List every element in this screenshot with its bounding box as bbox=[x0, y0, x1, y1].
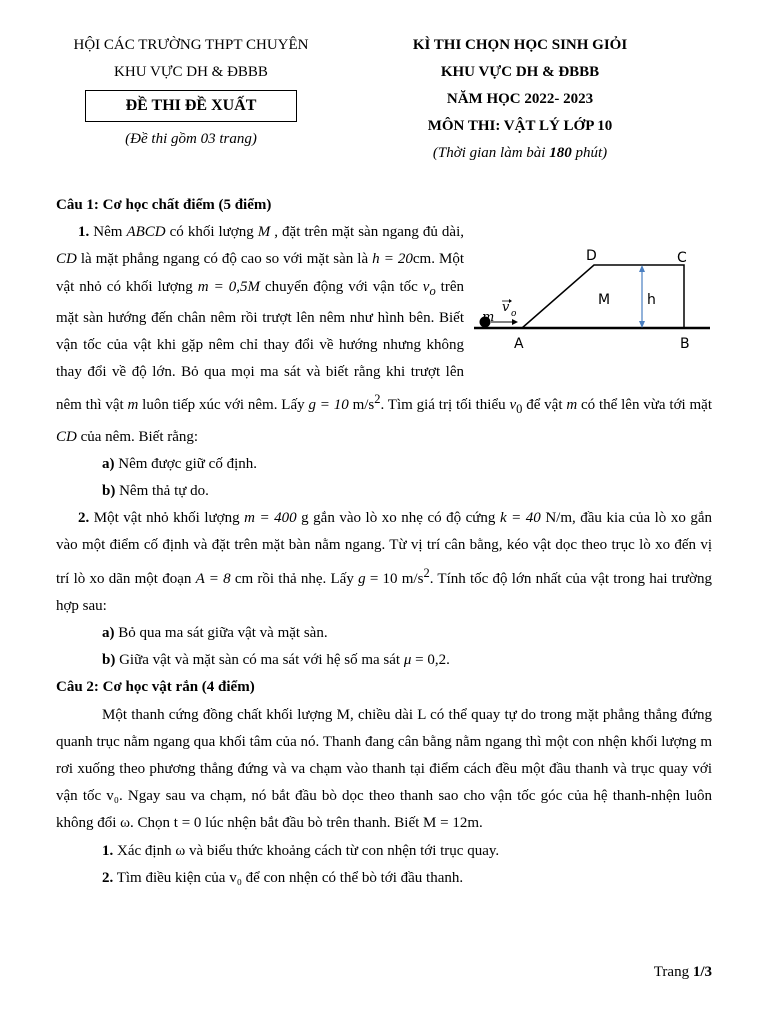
question-2-paragraph: Một thanh cứng đồng chất khối lượng M, chiều dài L có thể quay tự do trong mặt phẳng thẳng đứng quanh trục nằm ngang qua khối tâm của nó. Thanh đang cân bằng nằm ngang thì một con nhện khối lượng m rơi xuống theo phương thẳng đứng và va chạm vào thanh tại điểm cách đều một đầu thanh và trục quay với vận tốc v₀. Ngay sau va chạm, nó bắt đầu bò dọc theo thanh sao cho vận tốc góc của hệ thanh-nhện luôn không đổi ω. Chọn t = 0 lúc nhện bắt đầu bò trên thanh. Biết M = 12m. bbox=[56, 706, 712, 832]
diagram-spacer bbox=[464, 219, 712, 382]
question-1-part-2-b: b) Giữa vật và mặt sàn có ma sát với hệ số ma sát μ = 0,2. bbox=[102, 652, 450, 669]
label-h: h bbox=[647, 292, 656, 308]
question-1-title: Câu 1: Cơ học chất điểm (5 điểm) bbox=[56, 197, 272, 213]
question-1-part-2-a: a) Bỏ qua ma sát giữa vật và mặt sàn. bbox=[102, 625, 328, 642]
label-v-sub: o bbox=[511, 309, 517, 319]
region-name: KHU VỰC DH & ĐBBB bbox=[114, 64, 268, 80]
label-D: D bbox=[586, 248, 597, 264]
question-2-item-2: 2. Tìm điều kiện của v₀ để con nhện có thể bò tới đầu thanh. bbox=[102, 869, 464, 886]
question-1-part-1-a: a) Nêm được giữ cố định. bbox=[102, 455, 257, 472]
exam-body bbox=[56, 192, 712, 892]
question-1-part-2: 2. Một vật nhỏ khối lượng m = 400 g gắn vào lò xo nhẹ có độ cứng k = 40 N/m, đầu kia của lò xo gắn vào một điểm cố định và đặt trên mặt bàn nằm ngang. Từ vị trí cân bằng, kéo vật dọc theo trục lò xo đến vị trí lò xo dãn một đoạn A = 8 cm rồi thả nhẹ. Lấy g = 10 $m/s^2$. Tính tốc độ lớn nhất của vật trong hai trường hợp sau: bbox=[56, 510, 712, 614]
label-B: B bbox=[680, 336, 690, 352]
proposed-exam-box: ĐỀ THI ĐỀ XUẤT bbox=[85, 90, 297, 122]
label-v: v bbox=[502, 300, 510, 315]
exam-title: KÌ THI CHỌN HỌC SINH GIỎI bbox=[412, 37, 628, 53]
exam-region: KHU VỰC DH & ĐBBB bbox=[440, 64, 600, 80]
header-left bbox=[56, 32, 326, 153]
question-1-part-1: 1. Nêm ABCD có khối lượng M , đặt trên mặt sàn ngang đủ dài, CD là mặt phẳng ngang có độ cao so với mặt sàn là h = 20cm. Một vật nhỏ có khối lượng m = 0,5M chuyển động với vận tốc $v_o$ trên mặt sàn hướng đến chân nêm rồi trượt lên nêm như hình bên. Biết vận tốc của vật khi gặp nêm chỉ thay đổi về hướng nhưng không thay đổi về độ lớn. Bỏ qua mọi ma sát và biết rằng khi trượt lên nêm thì vật m luôn tiếp xúc với nêm. Lấy g = 10 $m/s^2$. Tìm giá trị tối thiểu $v_0$ để vật m có thể lên vừa tới mặt CD của nêm. Biết rằng: bbox=[56, 219, 712, 451]
page-number: Trang 1/3 bbox=[653, 964, 712, 980]
question-1-part-1-b: b) Nêm thả tự do. bbox=[102, 483, 209, 500]
question-2-title: Câu 2: Cơ học vật rắn (4 điểm) bbox=[56, 679, 255, 696]
header-right bbox=[376, 32, 664, 167]
label-M: M bbox=[598, 292, 611, 308]
association-name: HỘI CÁC TRƯỜNG THPT CHUYÊN bbox=[73, 37, 309, 53]
subject: MÔN THI: VẬT LÝ LỚP 10 bbox=[427, 118, 613, 134]
question-2-item-1: 1. Xác định ω và biểu thức khoảng cách từ con nhện tới trục quay. bbox=[102, 842, 500, 859]
page-count-note: (Đề thi gồm 03 trang) bbox=[125, 131, 257, 147]
label-m: m bbox=[482, 310, 495, 325]
school-year: NĂM HỌC 2022- 2023 bbox=[446, 91, 594, 107]
time-note: (Thời gian làm bài 180 phút) bbox=[432, 145, 608, 161]
label-C: C bbox=[677, 250, 687, 266]
label-A: A bbox=[514, 336, 524, 352]
